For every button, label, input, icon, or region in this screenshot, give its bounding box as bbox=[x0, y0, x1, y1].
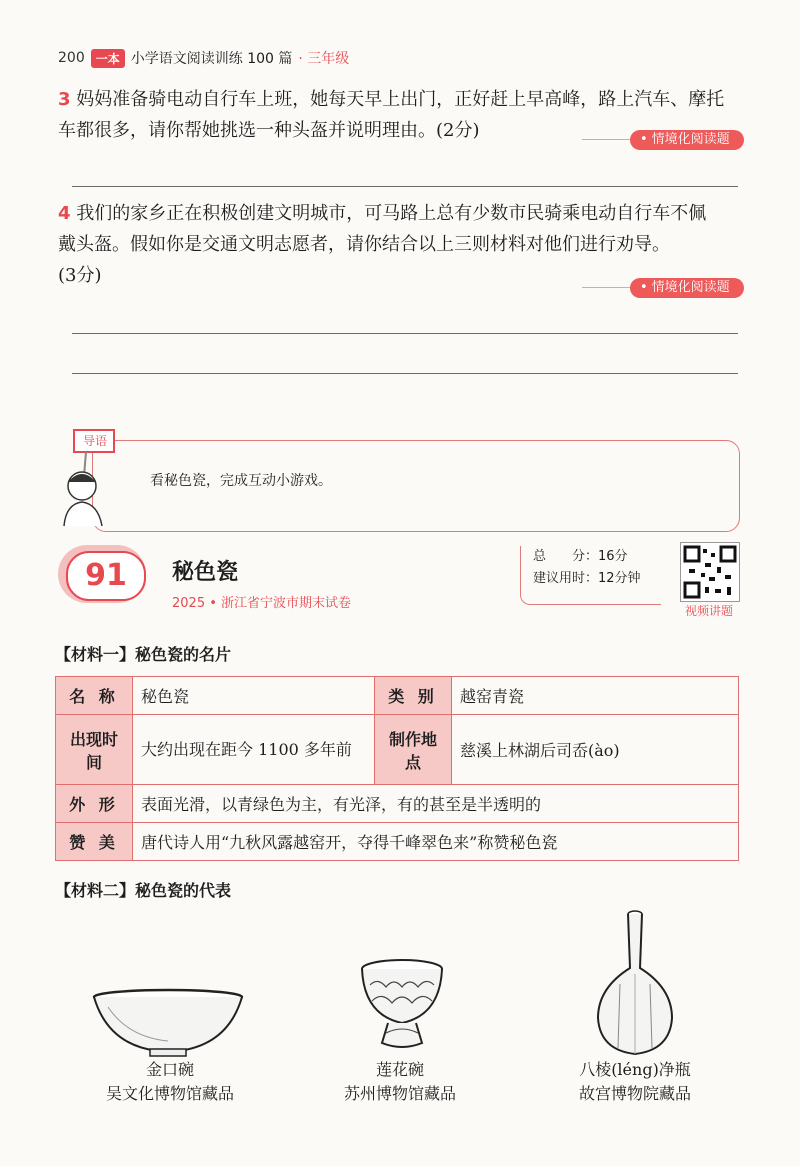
lesson-title: 秘色瓷 bbox=[172, 560, 239, 585]
item-museum: 苏州博物馆藏品 bbox=[343, 1084, 456, 1103]
guide-text: 看秘色瓷，完成互动小游戏。 bbox=[150, 473, 332, 489]
guide-sign: 导语 bbox=[82, 434, 107, 448]
key-cell: 类 别 bbox=[375, 677, 452, 715]
suggested-time: 建议用时：12分钟 bbox=[533, 571, 641, 586]
item-name: 八棱(léng)净瓶 bbox=[579, 1060, 691, 1079]
question-line: 戴头盔。假如你是交通文明志愿者，请你结合以上三则材料对他们进行劝导。 bbox=[58, 234, 670, 255]
video-label[interactable]: 视频讲题 bbox=[684, 604, 733, 618]
gold-rim-bowl-icon bbox=[88, 985, 248, 1060]
table-row bbox=[56, 785, 739, 823]
lotus-bowl-icon bbox=[352, 955, 452, 1060]
question-line: 车都很多，请你帮她挑选一种头盔并说明理由。(2分) bbox=[58, 120, 480, 141]
question-number: 4 bbox=[58, 203, 71, 224]
material1-heading: 【材料一】秘色瓷的名片 bbox=[55, 645, 232, 664]
info-card-table bbox=[55, 676, 739, 861]
material2-heading: 【材料二】秘色瓷的代表 bbox=[55, 881, 232, 900]
key-cell: 赞 美 bbox=[56, 823, 133, 861]
item-museum: 吴文化博物馆藏品 bbox=[105, 1084, 234, 1103]
book-title: 小学语文阅读训练 100 篇 bbox=[130, 51, 293, 67]
table-row bbox=[56, 715, 739, 785]
question-line: 妈妈准备骑电动自行车上班，她每天早上出门，正好赶上早高峰，路上汽车、摩托 bbox=[76, 89, 725, 110]
value-cell: 越窑青瓷 bbox=[452, 677, 739, 715]
question-3-tag: • 情境化阅读题 bbox=[582, 130, 744, 150]
page-number: 200 bbox=[58, 50, 85, 66]
answer-line[interactable] bbox=[72, 186, 738, 187]
value-cell: 大约出现在距今 1100 多年前 bbox=[133, 715, 375, 785]
total-score: 总 分：16分 bbox=[533, 549, 628, 564]
page-header bbox=[58, 48, 349, 68]
key-cell: 外 形 bbox=[56, 785, 133, 823]
item-museum: 故宫博物院藏品 bbox=[578, 1084, 691, 1103]
key-cell: 出现时间 bbox=[56, 715, 133, 785]
table-row bbox=[56, 823, 739, 861]
answer-line[interactable] bbox=[72, 373, 738, 374]
value-cell: 秘色瓷 bbox=[133, 677, 375, 715]
value-cell: 表面光滑，以青绿色为主，有光泽，有的甚至是半透明的 bbox=[133, 785, 739, 823]
item-caption bbox=[70, 1058, 270, 1106]
lesson-meta bbox=[520, 546, 661, 605]
answer-line[interactable] bbox=[72, 333, 738, 334]
lesson-source: 2025 • 浙江省宁波市期末试卷 bbox=[172, 596, 352, 611]
key-cell: 名 称 bbox=[56, 677, 133, 715]
question-line: (3分) bbox=[58, 265, 102, 286]
table-row bbox=[56, 677, 739, 715]
value-cell: 唐代诗人用“九秋风露越窑开，夺得千峰翠色来”称赞秘色瓷 bbox=[133, 823, 739, 861]
question-line: 我们的家乡正在积极创建文明城市，可马路上总有少数市民骑乘电动自行车不佩 bbox=[76, 203, 707, 224]
value-cell: 慈溪上林湖后司岙(ào) bbox=[452, 715, 739, 785]
grade-label: · 三年级 bbox=[298, 51, 350, 67]
item-name: 金口碗 bbox=[145, 1060, 194, 1079]
question-number: 3 bbox=[58, 89, 71, 110]
tag-label: 情境化阅读题 bbox=[651, 280, 730, 295]
brand-logo: 一本 bbox=[91, 49, 125, 68]
item-caption bbox=[300, 1058, 500, 1106]
item-name: 莲花碗 bbox=[375, 1060, 424, 1079]
item-caption bbox=[535, 1058, 735, 1106]
qr-code-icon[interactable] bbox=[680, 542, 740, 602]
question-4-tag: • 情境化阅读题 bbox=[582, 278, 744, 298]
octagonal-vase-icon bbox=[590, 908, 680, 1060]
key-cell: 制作地点 bbox=[375, 715, 452, 785]
lesson-number: 91 bbox=[66, 551, 146, 601]
tag-label: 情境化阅读题 bbox=[651, 132, 730, 147]
